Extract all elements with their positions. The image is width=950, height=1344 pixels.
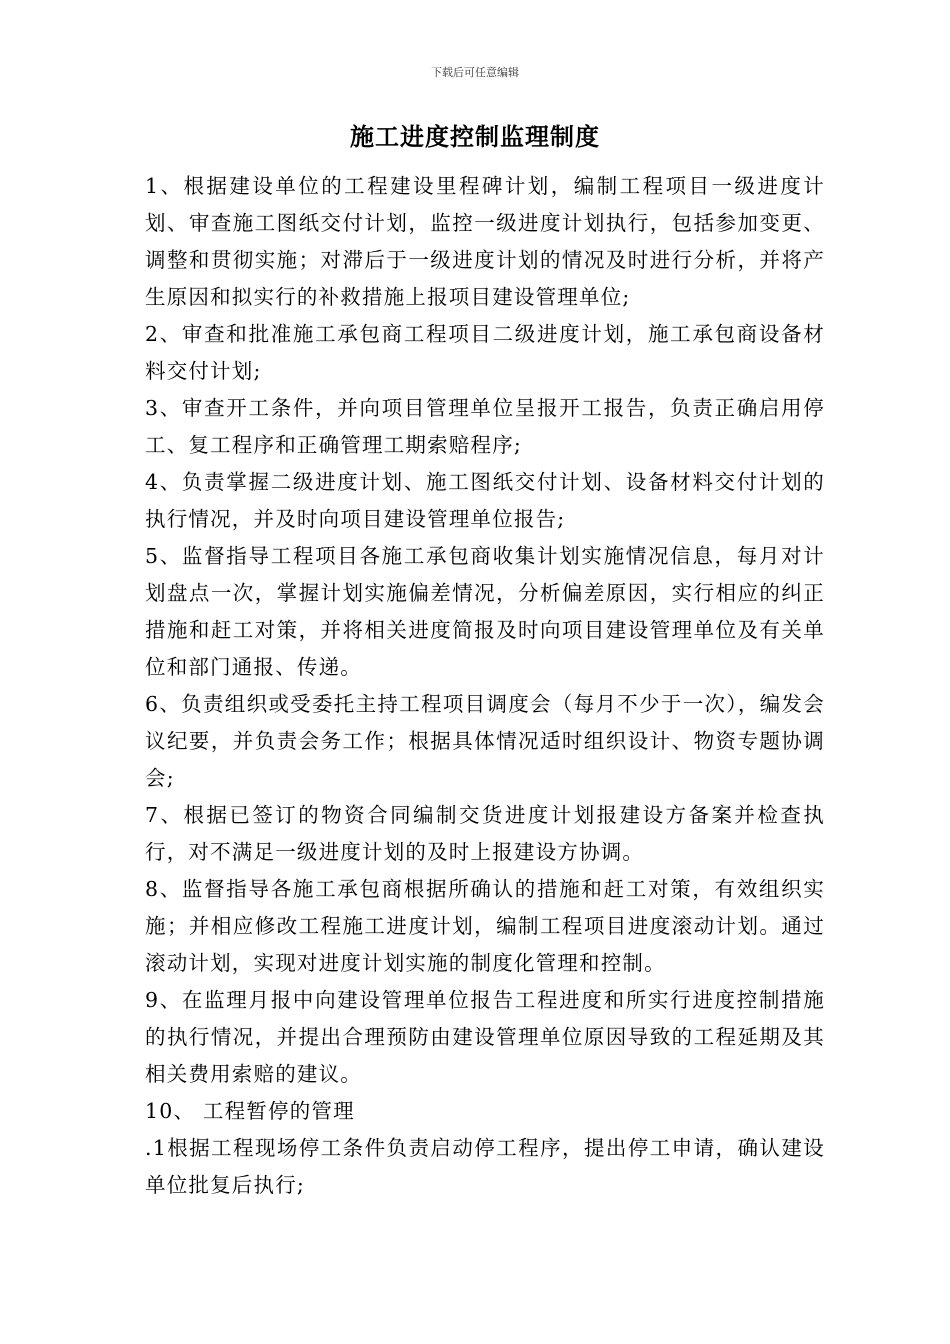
paragraph-10-1: .1根据工程现场停工条件负责启动停工程序，提出停工申请，确认建设单位批复后执行;: [145, 1136, 825, 1197]
paragraph-7: 7、根据已签订的物资合同编制交货进度计划报建设方备案并检查执行，对不满足一级进度计划的及时上报建设方协调。: [145, 803, 825, 864]
paragraph-4: 4、负责掌握二级进度计划、施工图纸交付计划、设备材料交付计划的执行情况，并及时向项目建设管理单位报告;: [145, 470, 825, 531]
paragraph-1: 1、根据建设单位的工程建设里程碑计划，编制工程项目一级进度计划、审查施工图纸交付计划，监控一级进度计划执行，包括参加变更、调整和贯彻实施；对滞后于一级进度计划的情况及时进行分析，并将产生原因和拟实行的补救措施上报项目建设管理单位;: [145, 174, 825, 309]
document-body: [145, 168, 825, 1204]
paragraph-8: 8、监督指导各施工承包商根据所确认的措施和赶工对策，有效组织实施；并相应修改工程施工进度计划，编制工程项目进度滚动计划。通过滚动计划，实现对进度计划实施的制度化管理和控制。: [145, 877, 825, 975]
paragraph-2: 2、审查和批准施工承包商工程项目二级进度计划，施工承包商设备材料交付计划;: [145, 322, 825, 383]
document-title: 施工进度控制监理制度: [350, 122, 600, 151]
paragraph-3: 3、审查开工条件，并向项目管理单位呈报开工报告，负责正确启用停工、复工程序和正确管理工期索赔程序;: [145, 396, 825, 457]
paragraph-10-heading: 10、 工程暂停的管理: [145, 1099, 355, 1123]
paragraph-6: 6、负责组织或受委托主持工程项目调度会（每月不少于一次），编发会议纪要，并负责会务工作；根据具体情况适时组织设计、物资专题协调会;: [145, 692, 825, 790]
header-note: 下载后可任意编辑: [431, 66, 519, 79]
paragraph-5: 5、监督指导工程项目各施工承包商收集计划实施情况信息，每月对计划盘点一次，掌握计划实施偏差情况，分析偏差原因，实行相应的纠正措施和赶工对策，并将相关进度简报及时向项目建设管理单位及有关单位和部门通报、传递。: [145, 544, 825, 679]
paragraph-9: 9、在监理月报中向建设管理单位报告工程进度和所实行进度控制措施的执行情况，并提出合理预防由建设管理单位原因导致的工程延期及其相关费用索赔的建议。: [145, 988, 825, 1086]
